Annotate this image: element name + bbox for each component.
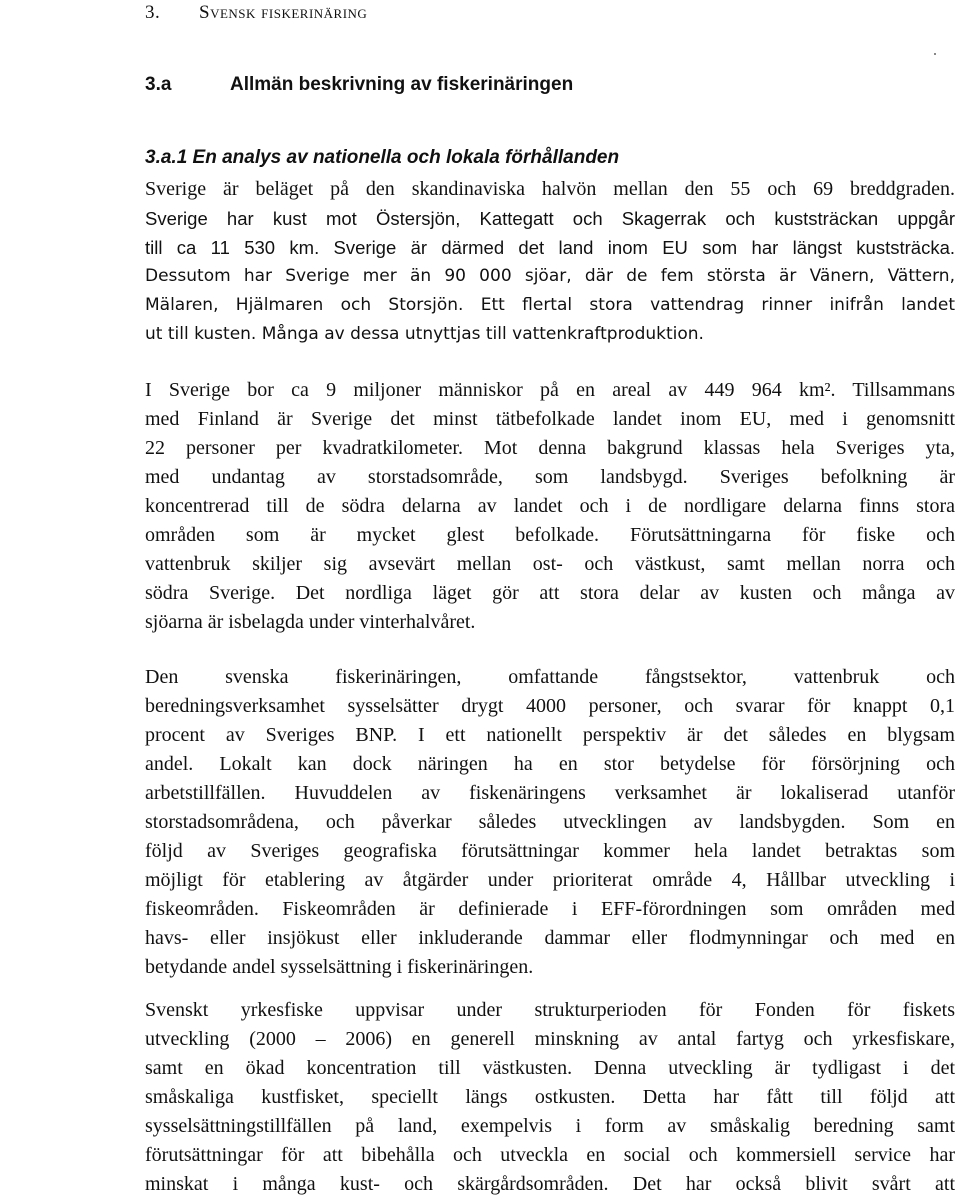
paragraph-line: förutsättningar för att bibehålla och utveckla en social och kommersiell service har <box>145 1144 955 1166</box>
paragraph-line: områden som är mycket glest befolkade. Förutsättningarna för fiske och <box>145 524 955 546</box>
paragraph-line: andel. Lokalt kan dock näringen ha en stor betydelse för försörjning och <box>145 753 955 775</box>
paragraph-population <box>145 376 955 637</box>
section-title: Svensk fiskerinäring <box>199 2 368 23</box>
paragraph-line: vattenbruk skiljer sig avsevärt mellan ost- och västkust, samt mellan norra och <box>145 553 955 575</box>
subsubsection-heading: 3.a.1 En analys av nationella och lokala förhållanden <box>145 147 620 168</box>
paragraph-coastline <box>145 175 955 349</box>
paragraph-line: sysselsättningstillfällen på land, exempelvis i form av småskalig beredning samt <box>145 1115 955 1137</box>
paragraph-line: till ca 11 530 km. Sverige är därmed det land inom EU som har längst kuststräcka. <box>145 237 955 258</box>
paragraph-line: småskaliga kustfisket, speciellt längs ostkusten. Detta har fått till följd att <box>145 1086 955 1108</box>
paragraph-line: utveckling (2000 – 2006) en generell minskning av antal fartyg och yrkesfiskare, <box>145 1028 955 1050</box>
paragraph-line: med Finland är Sverige det minst tätbefolkade landet inom EU, med i genomsnitt <box>145 408 955 430</box>
paragraph-line: Sverige har kust mot Östersjön, Kattegatt och Skagerrak och kuststräckan uppgår <box>145 208 955 229</box>
subsection-heading <box>145 74 573 96</box>
paragraph-line: storstadsområdena, och påverkar således utvecklingen av landsbygden. Som en <box>145 811 955 833</box>
paragraph-professional-fishing <box>145 996 955 1199</box>
paragraph-line: Den svenska fiskerinäringen, omfattande fångstsektor, vattenbruk och <box>145 666 955 688</box>
paragraph-line: samt en ökad koncentration till västkusten. Denna utveckling är tydligast i det <box>145 1057 955 1079</box>
paragraph-line: med undantag av storstadsområde, som landsbygd. Sveriges befolkning är <box>145 466 955 488</box>
paragraph-line: följd av Sveriges geografiska förutsättningar kommer hela landet betraktas som <box>145 840 955 862</box>
paragraph-line: havs- eller insjökust eller inkluderande dammar eller flodmynningar och med en <box>145 927 955 949</box>
paragraph-line: procent av Sveriges BNP. I ett nationellt perspektiv är det således en blygsam <box>145 724 955 746</box>
paragraph-line: betydande andel sysselsättning i fiskerinäringen. <box>145 956 534 978</box>
paragraph-line: Mälaren, Hjälmaren och Storsjön. Ett flertal stora vattendrag rinner inifrån landet <box>145 295 955 315</box>
paragraph-line: sjöarna är isbelagda under vinterhalvåret. <box>145 611 476 633</box>
paragraph-line: I Sverige bor ca 9 miljoner människor på en areal av 449 964 km². Tillsammans <box>145 379 955 401</box>
subsection-title: Allmän beskrivning av fiskerinäringen <box>230 74 574 95</box>
paragraph-line: Sverige är beläget på den skandinaviska halvön mellan den 55 och 69 breddgraden. <box>145 178 955 200</box>
paragraph-line: möjligt för etablering av åtgärder under prioriterat område 4, Hållbar utveckling i <box>145 869 955 891</box>
paragraph-line: arbetstillfällen. Huvuddelen av fiskenäringens verksamhet är lokaliserad utanför <box>145 782 955 804</box>
paragraph-line: koncentrerad till de södra delarna av landet och i de nordligare delarna finns stora <box>145 495 955 517</box>
section-heading <box>145 2 367 24</box>
paragraph-line: Dessutom har Sverige mer än 90 000 sjöar, där de fem största är Vänern, Vättern, <box>145 266 955 286</box>
scan-speck <box>934 53 936 55</box>
subsection-number: 3.a <box>145 74 172 95</box>
paragraph-line: ut till kusten. Många av dessa utnyttjas till vattenkraftproduktion. <box>145 324 704 344</box>
paragraph-line: 22 personer per kvadratkilometer. Mot denna bakgrund klassas hela Sveriges yta, <box>145 437 955 459</box>
paragraph-line: beredningsverksamhet sysselsätter drygt 4000 personer, och svarar för knappt 0,1 <box>145 695 955 717</box>
paragraph-line: fiskeområden. Fiskeområden är definierade i EFF-förordningen som områden med <box>145 898 955 920</box>
paragraph-line: minskat i många kust- och skärgårdsområden. Det har också blivit svårt att <box>145 1173 955 1195</box>
section-number: 3. <box>145 2 161 23</box>
paragraph-line: Svenskt yrkesfiske uppvisar under strukturperioden för Fonden för fiskets <box>145 999 955 1021</box>
paragraph-line: södra Sverige. Det nordliga läget gör att stora delar av kusten och många av <box>145 582 955 604</box>
paragraph-fishing-industry <box>145 663 955 982</box>
